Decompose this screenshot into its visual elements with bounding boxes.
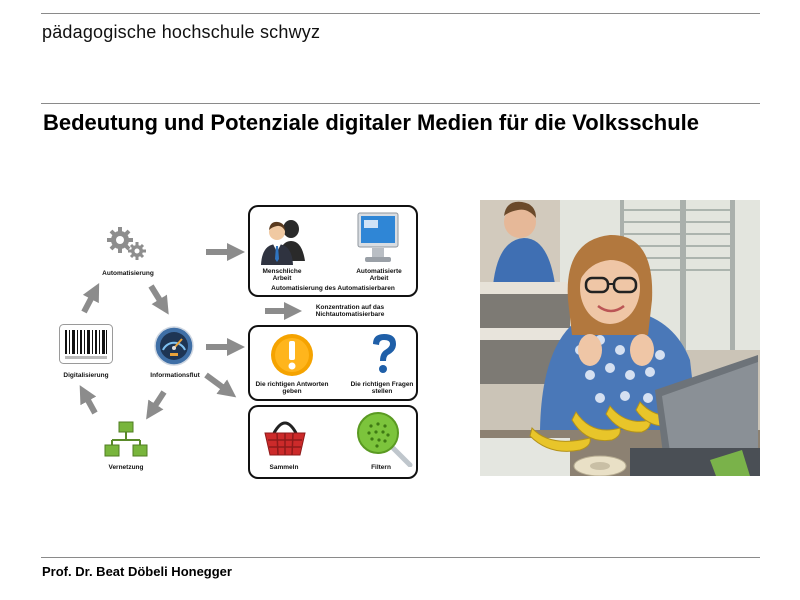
filter-box bbox=[248, 405, 418, 479]
label-konzentration: Konzentration auf das Nichtautomatisierbare bbox=[315, 304, 385, 318]
arrow-digital-to-auto bbox=[84, 291, 95, 312]
question-mark-icon bbox=[367, 331, 401, 377]
gauge-icon bbox=[154, 326, 194, 366]
arrow-info-to-vernetzung bbox=[151, 392, 164, 412]
label-automatisierung: Automatisierung bbox=[102, 270, 154, 277]
people-icon bbox=[258, 215, 308, 267]
basket-icon bbox=[262, 415, 308, 459]
label-informationsflut: Informationsflut bbox=[150, 372, 200, 379]
barcode-icon bbox=[59, 324, 113, 364]
questions-box bbox=[248, 325, 418, 401]
arrow-auto-to-info bbox=[151, 286, 164, 307]
footer-author: Prof. Dr. Beat Döbeli Honegger bbox=[42, 564, 232, 579]
label-fragen-stellen: Die richtigen Fragen stellen bbox=[350, 381, 414, 395]
gears-icon bbox=[106, 226, 150, 262]
network-icon bbox=[104, 420, 148, 458]
label-automatisierung-des-automatisierbaren: Automatisierung des Automatisierbaren bbox=[271, 285, 395, 292]
label-vernetzung: Vernetzung bbox=[108, 464, 144, 471]
classroom-photo bbox=[480, 200, 760, 476]
slide-title: Bedeutung und Potenziale digitaler Medien für die Volksschule bbox=[43, 110, 700, 135]
label-automatisierte-arbeit: Automatisierte Arbeit bbox=[356, 268, 402, 282]
label-filtern: Filtern bbox=[371, 464, 391, 471]
institution-name: pädagogische hochschule schwyz bbox=[42, 22, 321, 42]
label-digitalisierung: Digitalisierung bbox=[63, 372, 109, 379]
label-sammeln: Sammeln bbox=[269, 464, 299, 471]
automation-box bbox=[248, 205, 418, 297]
label-menschliche-arbeit: Menschliche Arbeit bbox=[262, 268, 302, 282]
monitor-icon bbox=[356, 211, 400, 265]
footer-rule bbox=[41, 557, 760, 558]
arrow-vernetzung-to-digital bbox=[84, 393, 95, 413]
filter-strainer-icon bbox=[356, 411, 416, 467]
exclamation-icon bbox=[270, 333, 314, 377]
label-antworten-geben: Die richtigen Antworten geben bbox=[255, 381, 329, 395]
